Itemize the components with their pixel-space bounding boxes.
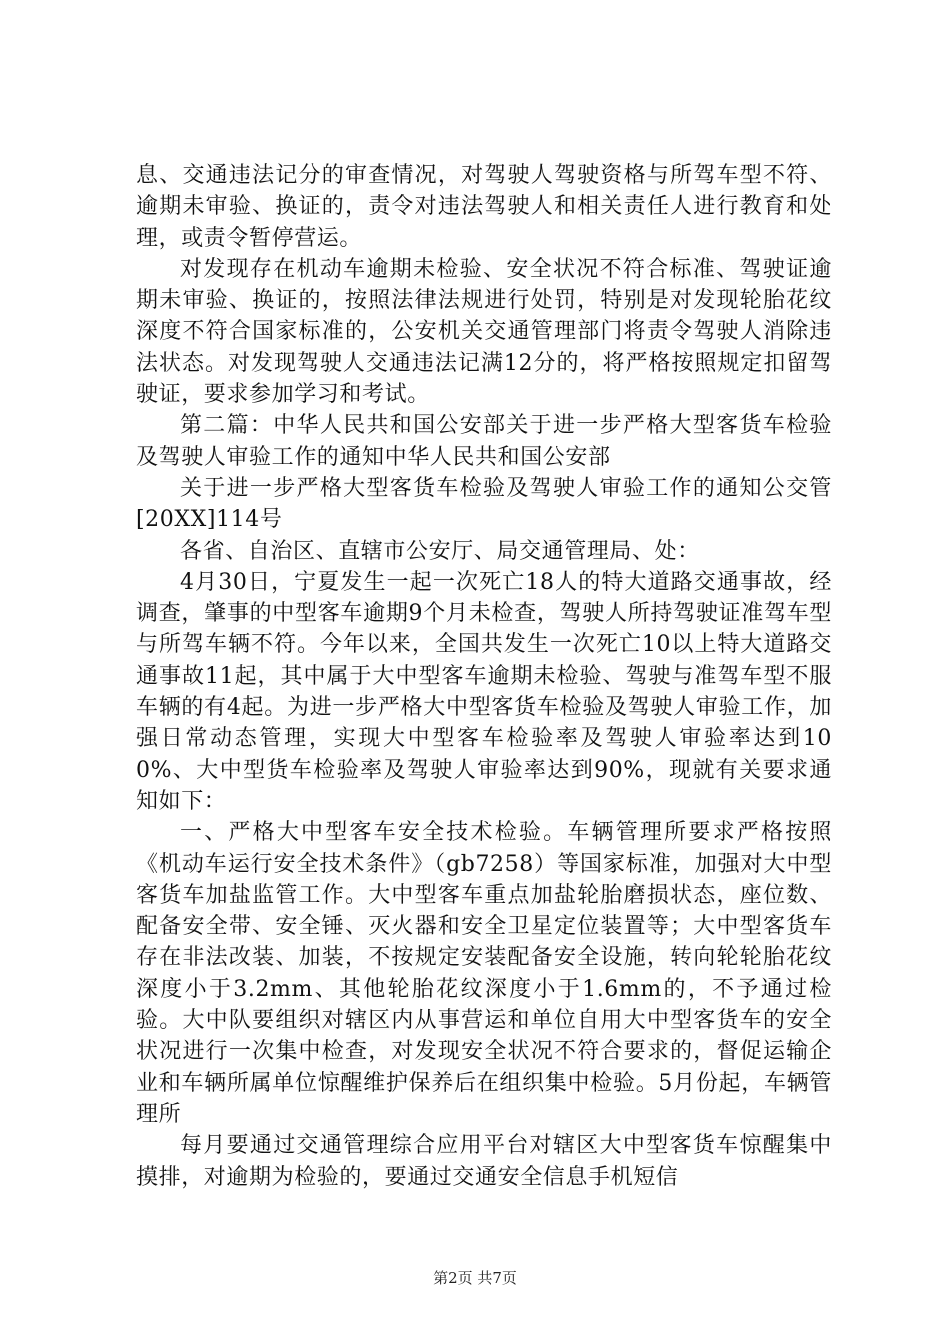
paragraph-1: 息、交通违法记分的审查情况，对驾驶人驾驶资格与所驾车型不符、逾期未审验、换证的，责令对违法驾驶人和相关责任人进行教育和处理，或责令暂停营运。 bbox=[136, 163, 832, 251]
notice-addressee: 各省、自治区、直辖市公安厅、局交通管理局、处： bbox=[180, 538, 700, 564]
section-heading-part-two: 第二篇：中华人民共和国公安部关于进一步严格大型客货车检验及驾驶人审验工作的通知中华人民共和国公安部 bbox=[136, 413, 832, 470]
page-indicator: 第2页 共7页 bbox=[433, 1269, 517, 1287]
paragraph-item-one: 一、严格大中型客车安全技术检验。车辆管理所要求严格按照《机动车运行安全技术条件》（gb7258）等国家标准，加强对大中型客货车加盐监管工作。大中型客车重点加盐轮胎磨损状态，座位数、配备安全带、安全锤、灭火器和安全卫星定位装置等；大中型客货车存在非法改装、加装，不按规定安装配备安全设施，转向轮轮胎花纹深度小于3.2mm、其他轮胎花纹深度小于1.6mm的，不予通过检验。大中队要组织对辖区内从事营运和单位自用大中型客货车的安全状况进行一次集中检查，对发现安全状况不符合要求的，督促运输企业和车辆所属单位惊醒维护保养后在组织集中检验。5月份起，车辆管理所 bbox=[136, 820, 832, 1127]
document-body bbox=[136, 160, 832, 1193]
paragraph-2: 对发现存在机动车逾期未检验、安全状况不符合标准、驾驶证逾期未审验、换证的，按照法律法规进行处罚，特别是对发现轮胎花纹深度不符合国家标准的，公安机关交通管理部门将责令驾驶人消除违法状态。对发现驾驶人交通违法记满12分的，将严格按照规定扣留驾驶证，要求参加学习和考试。 bbox=[136, 256, 832, 408]
notice-title: 关于进一步严格大型客货车检验及驾驶人审验工作的通知公交管[20XX]114号 bbox=[136, 475, 832, 533]
paragraph-monthly-check: 每月要通过交通管理综合应用平台对辖区大中型客货车惊醒集中摸排，对逾期为检验的，要通过交通安全信息手机短信 bbox=[136, 1133, 832, 1190]
paragraph-incident: 4月30日，宁夏发生一起一次死亡18人的特大道路交通事故，经调查，肇事的中型客车逾期9个月未检查，驾驶人所持驾驶证准驾车型与所驾车辆不符。今年以来，全国共发生一次死亡10以上特大道路交通事故11起，其中属于大中型客车逾期未检验、驾驶与准驾车型不服车辆的有4起。为进一步严格大中型客货车检验及驾驶人审验工作，加强日常动态管理，实现大中型客车检验率及驾驶人审验率达到100%、大中型货车检验率及驾驶人审验率达到90%，现就有关要求通知如下： bbox=[136, 569, 832, 814]
